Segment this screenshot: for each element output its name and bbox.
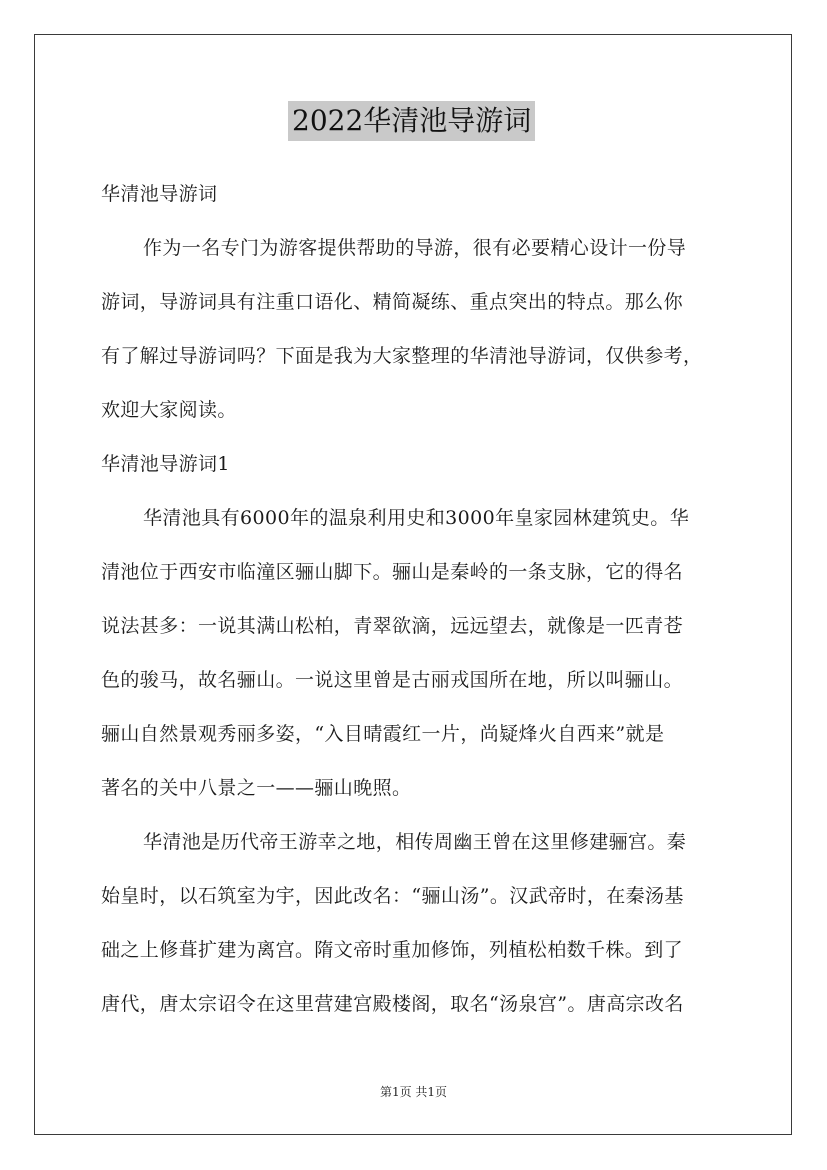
paragraph-line: 唐代，唐太宗诏令在这里营建宫殿楼阁，取名“汤泉宫”。唐高宗改名 [101, 993, 684, 1015]
document-title: 2022华清池导游词 [288, 101, 535, 141]
paragraph-line: 欢迎大家阅读。 [101, 399, 237, 421]
paragraph-line: 华清池是历代帝王游幸之地，相传周幽王曾在这里修建骊宫。秦 [143, 831, 687, 853]
paragraph-line: 骊山自然景观秀丽多姿，“入目晴霞红一片，尚疑烽火自西来”就是 [101, 723, 665, 745]
paragraph-line: 游词，导游词具有注重口语化、精简凝练、重点突出的特点。那么你 [101, 291, 684, 313]
paragraph-line: 础之上修葺扩建为离宫。隋文帝时重加修饰，列植松柏数千株。到了 [101, 939, 684, 961]
paragraph-line: 作为一名专门为游客提供帮助的导游，很有必要精心设计一份导 [143, 237, 687, 259]
section-heading: 华清池导游词1 [101, 453, 230, 475]
section-heading: 华清池导游词 [101, 183, 218, 205]
paragraph-line: 清池位于西安市临潼区骊山脚下。骊山是秦岭的一条支脉，它的得名 [101, 561, 684, 583]
paragraph-line: 色的骏马，故名骊山。一说这里曾是古丽戎国所在地，所以叫骊山。 [101, 669, 684, 691]
paragraph-line: 说法甚多：一说其满山松柏，青翠欲滴，远远望去，就像是一匹青苍 [101, 615, 684, 637]
paragraph-line: 始皇时，以石筑室为宇，因此改名：“骊山汤”。汉武帝时，在秦汤基 [101, 885, 684, 907]
paragraph-line: 著名的关中八景之一——骊山晚照。 [101, 777, 412, 799]
paragraph-line: 华清池具有6000年的温泉利用史和3000年皇家园林建筑史。华 [143, 507, 690, 529]
page-footer: 第1页 共1页 [379, 1085, 448, 1099]
document-body [101, 172, 737, 1036]
paragraph-line: 有了解过导游词吗？下面是我为大家整理的华清池导游词，仅供参考， [101, 345, 703, 367]
